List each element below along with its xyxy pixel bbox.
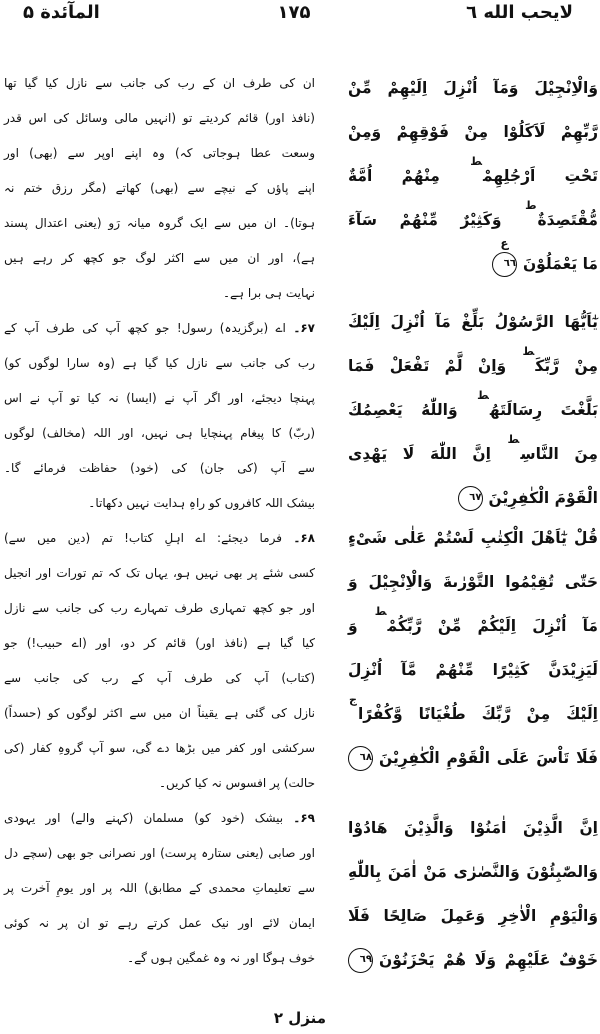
verse-69 xyxy=(348,806,598,982)
arabic-line xyxy=(348,850,598,894)
translation-line: رب کی جانب سے نازل کیا گیا ہے (وہ سارا لوگوں کو) xyxy=(4,356,315,370)
arabic-line xyxy=(348,806,598,850)
translation-line xyxy=(4,521,315,556)
arabic-line xyxy=(348,344,598,388)
translation-line: کسی شئے پر بھی نہیں ہو، یہاں تک کہ تم تورات اور انجیل xyxy=(4,566,315,580)
arabic-line xyxy=(348,476,598,520)
arabic-line-text: اِلَيْكَ مِنْ رَّبِّكَ طُغْيَانًا وَّكُفْرًا$^ج$ xyxy=(349,693,598,723)
translation-line: ان کی طرف ان کے رب کی جانب سے نازل کیا گیا تھا xyxy=(4,76,315,90)
arabic-line xyxy=(348,198,598,242)
translation-line: بیشک اللہ کافروں کو راہِ ہدایت نہیں دکھاتا۔ xyxy=(88,496,315,510)
arabic-line xyxy=(348,736,598,780)
waqf-mark: ط xyxy=(477,389,489,402)
translation-line: نہایت ہی برا ہے۔ xyxy=(222,286,315,300)
arabic-text-column xyxy=(348,0,598,1000)
translation-paragraph-68 xyxy=(4,521,315,801)
translation-line: (کتاب) آپ کی طرف آپ کے رب کی جانب سے xyxy=(4,671,315,685)
translation-line: اپنے پاؤں کے نیچے سے (بھی) کھاتے (مگر رزق ختم نہ xyxy=(4,181,315,195)
arabic-line xyxy=(348,300,598,344)
arabic-line-text: مَآ اُنْزِلَ اِلَيْكُمْ مِّنْ رَّبِّكُمْ$^ط$ وَ xyxy=(348,605,598,635)
translation-line xyxy=(4,311,315,346)
verse-number: ۶۸۔ xyxy=(293,531,315,545)
ayah-number: ٦٧ xyxy=(469,492,482,503)
arabic-line xyxy=(348,516,598,560)
arabic-line xyxy=(348,692,598,736)
arabic-line-text: فَلَا تَاْسَ عَلَى الْقَوْمِ الْكٰفِرِيْنَ xyxy=(379,749,598,767)
arabic-line-text: مَا يَعْمَلُوْنَ xyxy=(522,255,598,273)
arabic-line xyxy=(348,560,598,604)
ayah-number: ٦٨ xyxy=(359,752,372,763)
translation-line: اور صابی (یعنی ستارہ پرست) اور نصرانی جو بھی (سچے دل xyxy=(4,846,315,860)
arabic-line-text: مُّقْتَصِدَةٌ$^ط$ وَكَثِيْرٌ مِّنْهُمْ سَآءَ xyxy=(348,199,598,229)
arabic-line xyxy=(348,236,598,286)
translation-line: خوف ہوگا اور نہ وہ غمگین ہوں گے۔ xyxy=(127,951,315,965)
arabic-line-text: الْقَوْمَ الْكٰفِرِيْنَ xyxy=(488,489,598,507)
arabic-line xyxy=(348,432,598,476)
page-number: ۱۷۵ xyxy=(277,2,311,23)
translation-line: کیا گیا ہے (نافذ اور) قائم کر دو، اور (اے حبیب!) جو xyxy=(4,636,315,650)
translation-line: اور جو کچھ تمہاری طرف تمہارے رب کی جانب سے نازل xyxy=(4,601,315,615)
verse-number: ۶۷۔ xyxy=(293,321,315,335)
translation-line-text: بیشک (خود کو) مسلمان (کہنے والے) اور یہودی xyxy=(4,811,284,825)
arabic-line-text: اِنَّ الَّذِيْنَ اٰمَنُوْا وَالَّذِيْنَ هَادُوْا xyxy=(348,819,598,837)
translation-line: ہوتا)۔ ان میں سے ایک گروہ میانہ رَو (یعنی اعتدال پسند xyxy=(4,216,315,230)
surah-title: المآئدة ۵ xyxy=(23,2,100,23)
verse-68 xyxy=(348,516,598,780)
arabic-line xyxy=(348,938,598,982)
translation-line: (نافذ اور) قائم کردیتے تو (انہیں مالی وسائل کی اس قدر xyxy=(4,111,315,125)
arabic-line xyxy=(348,648,598,692)
arabic-line xyxy=(348,604,598,648)
translation-line: سرکشی اور کفر میں بڑھا دے گی، سو آپ گروہِ کفار (کی xyxy=(4,741,315,755)
arabic-line-text: يٰٓاَيُّهَا الرَّسُوْلُ بَلِّغْ مَآ اُنْزِلَ اِلَيْكَ xyxy=(348,313,598,331)
ayah-end-marker xyxy=(492,236,517,277)
translation-line: سے تعلیماتِ محمدی کے مطابق) اللہ پر اور یومِ آخرت پر xyxy=(4,881,315,895)
ruku-sign: ع xyxy=(500,236,509,250)
urdu-translation-column xyxy=(4,66,315,976)
waqf-mark: ط xyxy=(525,199,537,212)
arabic-line-text: تَحْتِ اَرْجُلِهِمْ$^ط$ مِنْهُمْ اُمَّةٌ xyxy=(348,155,599,185)
verse-67 xyxy=(348,300,598,520)
arabic-line-text: قُلْ يٰٓاَهْلَ الْكِتٰبِ لَسْتُمْ عَلٰى شَىْءٍ xyxy=(348,529,598,547)
arabic-line-text: خَوْفٌ عَلَيْهِمْ وَلَا هُمْ يَحْزَنُوْنَ xyxy=(379,951,598,969)
arabic-line xyxy=(348,894,598,938)
ayah-number: ٦٩ xyxy=(359,954,372,965)
translation-line xyxy=(4,801,315,836)
waqf-mark: ط xyxy=(522,345,535,358)
translation-line: ایمان لائے اور نیک عمل کرتے رہے تو ان پر نہ کوئی xyxy=(4,916,315,930)
translation-line: وسعت عطا ہوجاتی کہ) وہ اپنے اوپر سے (بھی) اور xyxy=(4,146,315,160)
arabic-line-text: وَالْاِنْجِيْلَ وَمَآ اُنْزِلَ اِلَيْهِمْ مِّنْ xyxy=(348,79,598,97)
ayah-end-marker xyxy=(458,486,483,511)
arabic-line-text: حَتّٰى تُقِيْمُوا التَّوْرٰىةَ وَالْاِنْجِيْلَ وَ xyxy=(348,573,598,591)
juz-title: لايحب الله ٦ xyxy=(466,2,573,23)
ayah-end-marker xyxy=(348,746,373,771)
arabic-line xyxy=(348,66,598,110)
translation-line: سے آپ (کی جان) کی (خود) حفاظت فرمائے گا۔ xyxy=(4,461,315,475)
waqf-mark: ط xyxy=(507,433,520,446)
translation-line: پہنچا دیجئے، اور اگر آپ نے (ایسا) نہ کیا تو آپ نے اس xyxy=(4,391,315,405)
waqf-mark: ج xyxy=(349,693,357,706)
verse-66 xyxy=(348,66,598,286)
translation-line: حالت) پر افسوس نہ کیا کریں۔ xyxy=(158,776,315,790)
manzil-marker: منزل ۲ xyxy=(273,1009,327,1027)
waqf-mark: ط xyxy=(374,605,387,618)
arabic-line-text: وَالْيَوْمِ الْاٰخِرِ وَعَمِلَ صَالِحًا فَلَا xyxy=(348,907,598,925)
arabic-line-text: لَيَزِيْدَنَّ كَثِيْرًا مِّنْهُمْ مَّآ اُنْزِلَ xyxy=(348,661,598,679)
translation-line-text: اے (برگزیدہ) رسول! جو کچھ آپ کی طرف آپ کے xyxy=(4,321,286,335)
arabic-line-text: مِنَ النَّاسِ$^ط$ اِنَّ اللّٰهَ لَا يَهْدِى xyxy=(348,433,598,463)
arabic-line xyxy=(348,110,598,154)
arabic-line-text: مِنْ رَّبِّكَ$^ط$ وَاِنْ لَّمْ تَفْعَلْ فَمَا xyxy=(348,345,598,375)
translation-paragraph-66 xyxy=(4,66,315,311)
translation-line: (ربّ) کا پیغام پہنچایا ہی نہیں، اور اللہ (مخالف) لوگوں xyxy=(4,426,315,440)
waqf-mark: ط xyxy=(470,155,482,168)
ayah-number: ٦٦ xyxy=(503,258,516,269)
translation-paragraph-69 xyxy=(4,801,315,976)
arabic-line xyxy=(348,388,598,432)
translation-paragraph-67 xyxy=(4,311,315,521)
arabic-line-text: وَالصّٰبِئُوْنَ وَالنَّصٰرٰى مَنْ اٰمَنَ بِاللّٰهِ xyxy=(348,863,598,881)
translation-line: ہے)، اور ان میں سے اکثر لوگ جو کچھ کر رہے ہیں xyxy=(4,251,315,265)
arabic-line-text: رَّبِّهِمْ لَاَكَلُوْا مِنْ فَوْقِهِمْ وَمِنْ xyxy=(348,123,598,141)
ayah-end-marker xyxy=(348,948,373,973)
arabic-line-text: بَلَّغْتَ رِسَالَتَهُ$^ط$ وَاللّٰهُ يَعْصِمُكَ xyxy=(348,389,598,419)
verse-number: ۶۹۔ xyxy=(293,811,315,825)
arabic-line xyxy=(348,154,598,198)
translation-line-text: فرما دیجئے: اے اہلِ کتاب! تم (دین میں سے) xyxy=(4,531,282,545)
translation-line: نازل کی گئی ہے یقیناً ان میں سے اکثر لوگوں کو (حسداً) xyxy=(4,706,315,720)
